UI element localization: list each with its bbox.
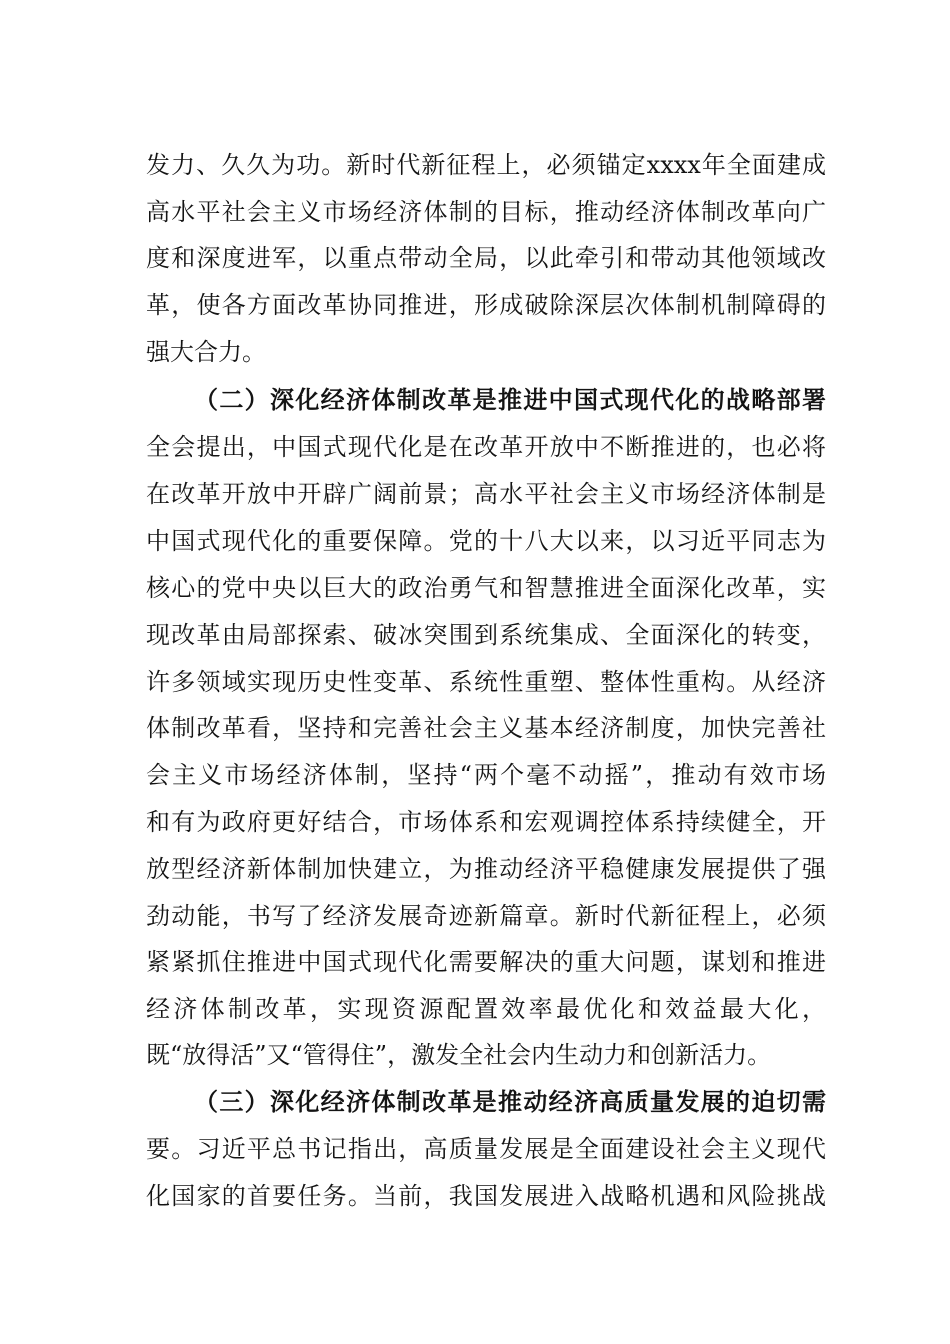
text-line: 现改革由局部探索、破冰突围到系统集成、全面深化的转变， [146, 621, 826, 649]
text-line: 体制改革看，坚持和完善社会主义基本经济制度，加快完善社 [146, 714, 826, 742]
text-line: 中国式现代化的重要保障。党的十八大以来，以习近平同志为 [146, 527, 826, 555]
text-line: 劲动能，书写了经济发展奇迹新篇章。新时代新征程上，必须 [146, 902, 826, 930]
text-line: 核心的党中央以巨大的政治勇气和智慧推进全面深化改革，实 [146, 574, 826, 602]
text-line: 放型经济新体制加快建立，为推动经济平稳健康发展提供了强 [146, 855, 826, 883]
text-line: 在改革开放中开辟广阔前景；高水平社会主义市场经济体制是 [146, 480, 826, 508]
text-line: 经济体制改革，实现资源配置效率最优化和效益最大化， [146, 995, 826, 1023]
text-line: 革，使各方面改革协同推进，形成破除深层次体制机制障碍的 [146, 291, 826, 319]
text-line: 全会提出，中国式现代化是在改革开放中不断推进的，也必将 [146, 433, 826, 461]
text-line: 许多领域实现历史性变革、系统性重塑、整体性重构。从经济 [146, 668, 826, 696]
text-line: 高水平社会主义市场经济体制的目标，推动经济体制改革向广 [146, 198, 826, 226]
text-line: 发力、久久为功。新时代新征程上，必须锚定xxxx年全面建成 [146, 151, 826, 179]
text-line: 要。习近平总书记指出，高质量发展是全面建设社会主义现代 [146, 1135, 826, 1163]
text-line: 会主义市场经济体制，坚持“两个毫不动摇”，推动有效市场 [146, 761, 826, 789]
text-line: 度和深度进军，以重点带动全局，以此牵引和带动其他领域改 [146, 244, 826, 272]
text-line: 和有为政府更好结合，市场体系和宏观调控体系持续健全，开 [146, 808, 826, 836]
section-heading-3: （三）深化经济体制改革是推动经济高质量发展的迫切需 [194, 1087, 826, 1116]
section-heading-2: （二）深化经济体制改革是推进中国式现代化的战略部署 [194, 385, 826, 414]
text-line: 紧紧抓住推进中国式现代化需要解决的重大问题，谋划和推进 [146, 948, 826, 976]
text-line: 化国家的首要任务。当前，我国发展进入战略机遇和风险挑战 [146, 1182, 826, 1210]
text-line: 强大合力。 [146, 338, 266, 366]
text-line: 既“放得活”又“管得住”，激发全社会内生动力和创新活力。 [146, 1041, 772, 1069]
